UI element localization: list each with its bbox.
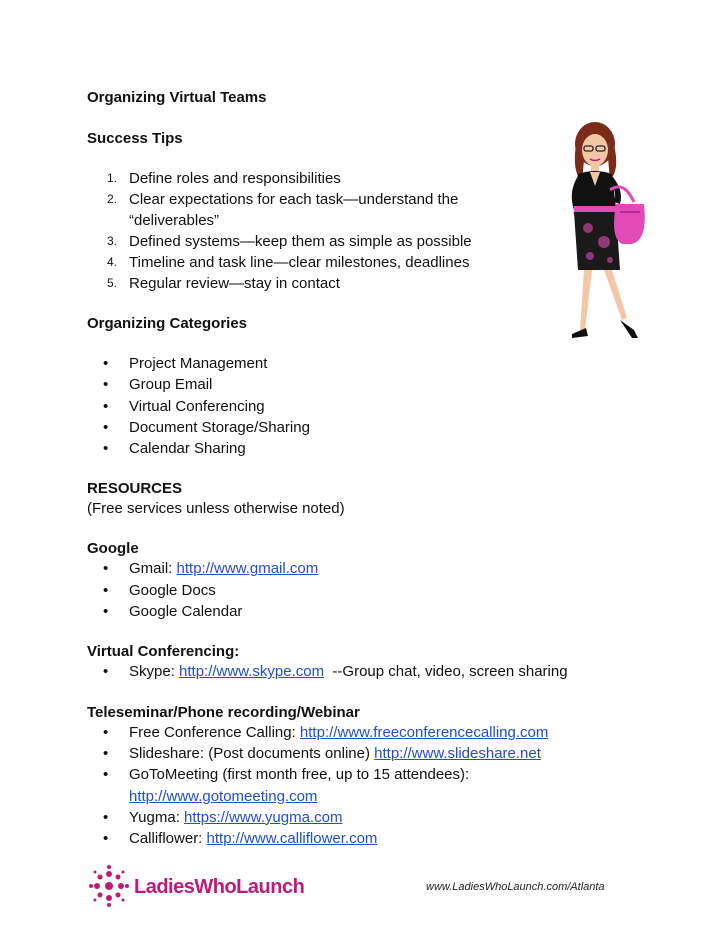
slideshare-link[interactable]: http://www.slideshare.net bbox=[374, 744, 541, 762]
list-item: • GoToMeeting (first month free, up to 15 attendees): http://www.gotomeeting.com bbox=[103, 766, 470, 805]
footer-logo[interactable] bbox=[88, 864, 305, 908]
list-item: • Skype: http://www.skype.com --Group chat, video, screen sharing bbox=[103, 663, 568, 681]
list-item: • Slideshare: (Post documents online) http://www.slideshare.net bbox=[103, 744, 541, 762]
gotomeeting-link[interactable]: http://www.gotomeeting.com bbox=[129, 787, 318, 805]
teleseminar-list bbox=[87, 722, 647, 850]
footer-url[interactable]: www.LadiesWhoLaunch.com/Atlanta bbox=[426, 881, 605, 893]
gmail-link[interactable]: http://www.gmail.com bbox=[176, 560, 319, 578]
list-item: 4. Timeline and task line—clear milestones, deadlines bbox=[107, 254, 470, 271]
list-item: • Calliflower: http://www.calliflower.com bbox=[103, 830, 378, 848]
list-item: 3. Defined systems—keep them as simple as possible bbox=[107, 233, 472, 250]
list-item: 2. Clear expectations for each task—understand the “deliverables” bbox=[107, 191, 459, 229]
document-title: Organizing Virtual Teams bbox=[87, 89, 267, 106]
conferencing-list bbox=[87, 661, 647, 682]
google-heading: Google bbox=[87, 540, 139, 558]
list-item: 5. Regular review—stay in contact bbox=[107, 275, 340, 292]
list-item: • Calendar Sharing bbox=[103, 440, 246, 458]
list-item: • Virtual Conferencing bbox=[103, 397, 265, 415]
list-item: 1. Define roles and responsibilities bbox=[107, 170, 341, 187]
resources-heading: RESOURCES bbox=[87, 480, 183, 498]
freeconference-link[interactable]: http://www.freeconferencecalling.com bbox=[299, 723, 549, 741]
google-list bbox=[87, 558, 647, 622]
conferencing-heading: Virtual Conferencing: bbox=[87, 643, 240, 661]
success-tips-heading: Success Tips bbox=[87, 130, 183, 147]
list-item: • Document Storage/Sharing bbox=[103, 418, 310, 436]
categories-heading: Organizing Categories bbox=[87, 315, 248, 332]
yugma-link[interactable]: https://www.yugma.com bbox=[184, 808, 343, 826]
categories-list bbox=[87, 353, 647, 459]
footer-brand: LadiesWhoLaunch bbox=[134, 876, 305, 898]
skype-link[interactable]: http://www.skype.com bbox=[179, 663, 325, 681]
businesswoman-illustration-icon bbox=[540, 120, 650, 352]
flower-dots-logo-icon bbox=[88, 864, 130, 908]
list-item: • Google Docs bbox=[103, 581, 216, 599]
list-item: • Group Email bbox=[103, 376, 213, 394]
resources-note: (Free services unless otherwise noted) bbox=[87, 500, 345, 518]
list-item: • Yugma: https://www.yugma.com bbox=[103, 808, 343, 826]
calliflower-link[interactable]: http://www.calliflower.com bbox=[206, 830, 378, 848]
teleseminar-heading: Teleseminar/Phone recording/Webinar bbox=[87, 703, 360, 721]
list-item: • Gmail: http://www.gmail.com bbox=[103, 560, 319, 578]
list-item: • Google Calendar bbox=[103, 603, 243, 621]
list-item: • Free Conference Calling: http://www.freeconferencecalling.com bbox=[103, 723, 549, 741]
list-item: • Project Management bbox=[103, 355, 268, 372]
